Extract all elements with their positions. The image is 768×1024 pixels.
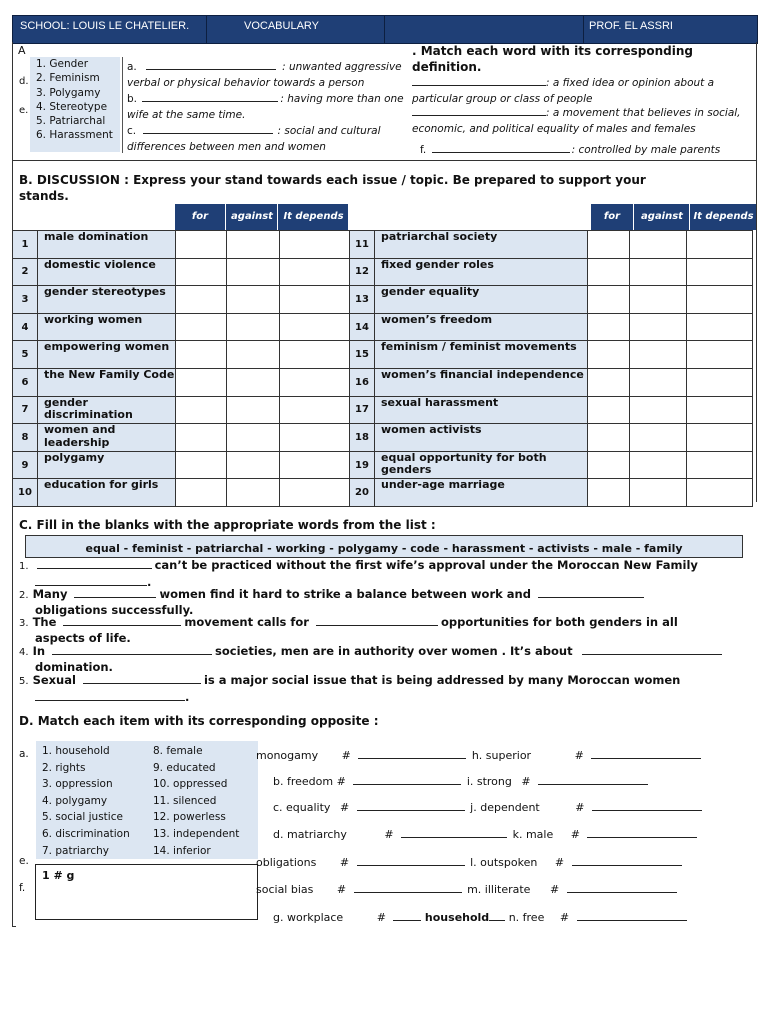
header-against: against bbox=[225, 204, 278, 230]
for-checkbox[interactable] bbox=[588, 451, 630, 479]
table-row bbox=[13, 451, 350, 479]
it-depends-checkbox[interactable] bbox=[280, 231, 350, 259]
word-item: 3. Polygamy bbox=[36, 86, 101, 99]
header-against: against bbox=[633, 204, 690, 230]
list-item: 6. discrimination bbox=[42, 827, 130, 840]
row-topic: women activists bbox=[375, 424, 588, 452]
row-topic: sexual harassment bbox=[375, 396, 588, 424]
row-number: 2 bbox=[13, 258, 38, 286]
table-row bbox=[13, 396, 350, 424]
opposite-row-e: obligations # l. outspoken # bbox=[256, 854, 682, 869]
blank-c1b[interactable] bbox=[35, 574, 147, 586]
list-item: 12. powerless bbox=[153, 811, 226, 824]
row-topic: gender equality bbox=[375, 286, 588, 314]
header-subject: VOCABULARY bbox=[199, 16, 385, 43]
against-checkbox[interactable] bbox=[630, 368, 687, 396]
blank-c[interactable] bbox=[143, 122, 273, 134]
it-depends-checkbox[interactable] bbox=[687, 313, 753, 341]
row-topic: domestic violence bbox=[38, 258, 176, 286]
for-checkbox[interactable] bbox=[176, 396, 227, 424]
answer-example: 1 # g bbox=[42, 869, 75, 882]
it-depends-checkbox[interactable] bbox=[687, 231, 753, 259]
g-answer: household bbox=[424, 911, 490, 924]
list-item: 13. independent bbox=[153, 827, 240, 840]
table-row bbox=[13, 231, 350, 259]
list-item: 5. social justice bbox=[42, 811, 123, 824]
row-number: 19 bbox=[350, 451, 375, 479]
table-row bbox=[350, 424, 753, 452]
word-list-c: equal - feminist - patriarchal - working - polygamy - code - harassment - activists - male - family bbox=[25, 535, 743, 558]
for-checkbox[interactable] bbox=[588, 313, 630, 341]
word-item: 5. Patriarchal bbox=[36, 115, 106, 128]
discussion-table-right bbox=[349, 230, 753, 507]
against-checkbox[interactable] bbox=[227, 286, 280, 314]
blank-d-m[interactable] bbox=[567, 881, 677, 893]
against-checkbox[interactable] bbox=[227, 341, 280, 369]
definition-c: c. : social and cultural differences between men and women bbox=[127, 122, 412, 155]
blank-c1a[interactable] bbox=[37, 557, 152, 569]
table-row bbox=[13, 424, 350, 452]
section-a-e-letter: e. bbox=[19, 105, 29, 116]
table-row bbox=[350, 231, 753, 259]
row-topic: empowering women bbox=[38, 341, 176, 369]
blank-c4a[interactable] bbox=[52, 643, 212, 655]
row-number: 8 bbox=[13, 424, 38, 452]
blank-c4b[interactable] bbox=[582, 643, 722, 655]
row-number: 5 bbox=[13, 341, 38, 369]
row-number: 20 bbox=[350, 479, 375, 507]
opposite-row-c: c. equality # j. dependent # bbox=[273, 799, 702, 814]
it-depends-checkbox[interactable] bbox=[687, 286, 753, 314]
blank-d-b[interactable] bbox=[353, 773, 461, 785]
section-a-title: . Match each word with its corresponding definition. bbox=[412, 44, 693, 74]
blank-d-h[interactable] bbox=[591, 747, 701, 759]
sentence-2: 2. Many women find it hard to strike a balance between work and obligations successfully. bbox=[19, 586, 754, 617]
table-row bbox=[350, 341, 753, 369]
list-item: 8. female bbox=[153, 745, 203, 757]
against-checkbox[interactable] bbox=[630, 341, 687, 369]
for-checkbox[interactable] bbox=[176, 313, 227, 341]
section-d-title: D. Match each item with its corresponding opposite : bbox=[19, 714, 379, 728]
frame-divider-a bbox=[12, 160, 757, 161]
against-checkbox[interactable] bbox=[630, 396, 687, 424]
against-checkbox[interactable] bbox=[630, 286, 687, 314]
header-it-depends: It depends bbox=[277, 204, 349, 230]
row-topic: working women bbox=[38, 313, 176, 341]
section-b-title: B. DISCUSSION : Express your stand towards each issue / topic. Be prepared to support your stands. bbox=[19, 173, 646, 203]
section-d-f-letter: f. bbox=[19, 882, 26, 894]
definition-a: a. : unwanted aggressive verbal or physical behavior towards a person bbox=[127, 58, 412, 91]
row-topic: women’s financial independence bbox=[375, 368, 588, 396]
definition-e: : a movement that believes in social, economic, and political equality of males and females bbox=[412, 104, 752, 137]
row-topic: women’s freedom bbox=[375, 313, 588, 341]
it-depends-checkbox[interactable] bbox=[280, 258, 350, 286]
row-topic: fixed gender roles bbox=[375, 258, 588, 286]
definition-f: f. : controlled by male parents bbox=[420, 141, 750, 158]
row-number: 1 bbox=[13, 231, 38, 259]
blank-d[interactable] bbox=[412, 74, 546, 86]
it-depends-checkbox[interactable] bbox=[280, 479, 350, 507]
list-item: 14. inferior bbox=[153, 844, 211, 857]
for-checkbox[interactable] bbox=[588, 479, 630, 507]
for-checkbox[interactable] bbox=[176, 341, 227, 369]
opposite-row-g: g. workplace # household n. free # bbox=[273, 909, 687, 924]
word-list-d-col2 bbox=[153, 743, 239, 859]
blank-c5a[interactable] bbox=[83, 672, 201, 684]
against-checkbox[interactable] bbox=[227, 451, 280, 479]
blank-e[interactable] bbox=[412, 104, 546, 116]
row-number: 12 bbox=[350, 258, 375, 286]
it-depends-checkbox[interactable] bbox=[687, 479, 753, 507]
blank-d-c[interactable] bbox=[357, 799, 465, 811]
row-topic: the New Family Code bbox=[38, 368, 176, 396]
blank-d-g-post[interactable] bbox=[489, 909, 505, 921]
row-number: 9 bbox=[13, 451, 38, 479]
sentence-1: 1. can’t be practiced without the first wife’s approval under the Moroccan New Family . bbox=[19, 558, 698, 589]
list-item: 3. oppression bbox=[42, 778, 113, 791]
list-item: 2. rights bbox=[42, 761, 86, 774]
against-checkbox[interactable] bbox=[227, 313, 280, 341]
header-it-depends: It depends bbox=[689, 204, 757, 230]
for-checkbox[interactable] bbox=[588, 231, 630, 259]
list-item: 4. polygamy bbox=[42, 794, 108, 807]
row-topic: equal opportunity for both genders bbox=[375, 451, 588, 479]
opposite-row-a: monogamy # h. superior # bbox=[256, 747, 701, 762]
row-number: 3 bbox=[13, 286, 38, 314]
list-item: 11. silenced bbox=[153, 794, 217, 807]
answer-box[interactable] bbox=[35, 864, 258, 920]
sentence-5: 5. Sexual is a major social issue that is being addressed by many Moroccan women . bbox=[19, 673, 681, 704]
it-depends-checkbox[interactable] bbox=[687, 396, 753, 424]
list-item: 1. household bbox=[42, 745, 110, 757]
blank-b[interactable] bbox=[142, 90, 278, 102]
for-checkbox[interactable] bbox=[588, 341, 630, 369]
table-row bbox=[350, 451, 753, 479]
table-row bbox=[350, 479, 753, 507]
it-depends-checkbox[interactable] bbox=[280, 424, 350, 452]
sentence-3: 3. The movement calls for opportunities for both genders in all aspects of life. bbox=[19, 615, 678, 645]
for-checkbox[interactable] bbox=[588, 368, 630, 396]
against-checkbox[interactable] bbox=[630, 424, 687, 452]
section-c-title: C. Fill in the blanks with the appropriate words from the list : bbox=[19, 518, 436, 532]
for-checkbox[interactable] bbox=[176, 286, 227, 314]
table-row bbox=[13, 479, 350, 507]
header-for: for bbox=[603, 211, 621, 222]
for-checkbox[interactable] bbox=[588, 396, 630, 424]
against-checkbox[interactable] bbox=[227, 258, 280, 286]
blank-d-g-pre[interactable] bbox=[393, 909, 421, 921]
blank-a[interactable] bbox=[146, 58, 276, 70]
row-number: 6 bbox=[13, 368, 38, 396]
header-for: for bbox=[191, 211, 209, 222]
table-row bbox=[13, 258, 350, 286]
table-row bbox=[350, 313, 753, 341]
row-number: 4 bbox=[13, 313, 38, 341]
list-item: 10. oppressed bbox=[153, 778, 228, 791]
blank-c5b[interactable] bbox=[35, 689, 185, 701]
definition-d: : a fixed idea or opinion about a particular group or class of people bbox=[412, 74, 752, 107]
header-blank-cell bbox=[385, 16, 584, 43]
it-depends-checkbox[interactable] bbox=[687, 341, 753, 369]
row-number: 13 bbox=[350, 286, 375, 314]
word-list-d-col1 bbox=[42, 743, 130, 859]
table-row bbox=[350, 396, 753, 424]
row-number: 16 bbox=[350, 368, 375, 396]
row-topic: feminism / feminist movements bbox=[375, 341, 588, 369]
it-depends-checkbox[interactable] bbox=[687, 424, 753, 452]
row-topic: gender discrimination bbox=[38, 396, 176, 424]
blank-c3a[interactable] bbox=[63, 614, 181, 626]
opposite-row-f: social bias # m. illiterate # bbox=[256, 881, 677, 896]
word-list-d bbox=[36, 741, 258, 859]
blank-d-k[interactable] bbox=[587, 826, 697, 838]
for-checkbox[interactable] bbox=[588, 424, 630, 452]
row-topic: women and leadership bbox=[38, 424, 176, 452]
word-item: 2. Feminism bbox=[36, 72, 100, 85]
section-a-letter: A bbox=[18, 44, 26, 57]
header-teacher: PROF. EL ASSRI bbox=[589, 20, 673, 32]
against-checkbox[interactable] bbox=[227, 424, 280, 452]
it-depends-checkbox[interactable] bbox=[687, 451, 753, 479]
word-item: 1. Gender bbox=[36, 58, 89, 70]
blank-d-j[interactable] bbox=[592, 799, 702, 811]
word-item: 6. Harassment bbox=[36, 129, 113, 142]
it-depends-checkbox[interactable] bbox=[687, 258, 753, 286]
for-checkbox[interactable] bbox=[176, 479, 227, 507]
it-depends-checkbox[interactable] bbox=[687, 368, 753, 396]
row-topic: education for girls bbox=[38, 479, 176, 507]
it-depends-checkbox[interactable] bbox=[280, 451, 350, 479]
header-bar bbox=[12, 15, 758, 44]
it-depends-checkbox[interactable] bbox=[280, 368, 350, 396]
row-number: 18 bbox=[350, 424, 375, 452]
row-number: 7 bbox=[13, 396, 38, 424]
row-number: 15 bbox=[350, 341, 375, 369]
for-checkbox[interactable] bbox=[176, 451, 227, 479]
table-row bbox=[350, 368, 753, 396]
frame-bottom bbox=[12, 926, 16, 927]
blank-c3b[interactable] bbox=[316, 614, 438, 626]
against-checkbox[interactable] bbox=[630, 313, 687, 341]
section-d-a-letter: a. bbox=[19, 748, 29, 760]
for-checkbox[interactable] bbox=[176, 424, 227, 452]
table-row bbox=[350, 286, 753, 314]
blank-d-d[interactable] bbox=[401, 826, 507, 838]
against-checkbox[interactable] bbox=[630, 479, 687, 507]
against-checkbox[interactable] bbox=[630, 451, 687, 479]
table-row bbox=[350, 258, 753, 286]
table-row bbox=[13, 341, 350, 369]
it-depends-checkbox[interactable] bbox=[280, 286, 350, 314]
row-topic: polygamy bbox=[38, 451, 176, 479]
for-checkbox[interactable] bbox=[588, 286, 630, 314]
row-number: 14 bbox=[350, 313, 375, 341]
header-school: SCHOOL: LOUIS LE CHATELIER. bbox=[13, 16, 207, 43]
table-row bbox=[13, 313, 350, 341]
row-topic: male domination bbox=[38, 231, 176, 259]
vote-header-left bbox=[175, 204, 348, 230]
it-depends-checkbox[interactable] bbox=[280, 313, 350, 341]
sentence-4: 4. In societies, men are in authority over women . It’s about domination. bbox=[19, 643, 754, 674]
row-topic: patriarchal society bbox=[375, 231, 588, 259]
for-checkbox[interactable] bbox=[588, 258, 630, 286]
blank-d-l[interactable] bbox=[572, 854, 682, 866]
opposite-row-d: d. matriarchy # k. male # bbox=[273, 826, 697, 841]
table-row bbox=[13, 286, 350, 314]
word-item: 4. Stereotype bbox=[36, 100, 108, 113]
for-checkbox[interactable] bbox=[176, 258, 227, 286]
against-checkbox[interactable] bbox=[630, 258, 687, 286]
list-item: 9. educated bbox=[153, 761, 216, 774]
row-number: 11 bbox=[350, 231, 375, 259]
it-depends-checkbox[interactable] bbox=[280, 396, 350, 424]
word-list-a bbox=[30, 57, 120, 152]
against-checkbox[interactable] bbox=[227, 231, 280, 259]
row-number: 17 bbox=[350, 396, 375, 424]
blank-d-a[interactable] bbox=[358, 747, 466, 759]
against-checkbox[interactable] bbox=[227, 396, 280, 424]
table-row bbox=[13, 368, 350, 396]
section-d-e-letter: e. bbox=[19, 855, 29, 867]
it-depends-checkbox[interactable] bbox=[280, 341, 350, 369]
blank-d-i[interactable] bbox=[538, 773, 648, 785]
row-topic: under-age marriage bbox=[375, 479, 588, 507]
frame-right bbox=[756, 42, 757, 502]
against-checkbox[interactable] bbox=[630, 231, 687, 259]
list-item: 7. patriarchy bbox=[42, 844, 109, 857]
row-number: 10 bbox=[13, 479, 38, 507]
for-checkbox[interactable] bbox=[176, 231, 227, 259]
blank-c2b[interactable] bbox=[538, 586, 644, 598]
against-checkbox[interactable] bbox=[227, 368, 280, 396]
opposite-row-b: b. freedom # i. strong # bbox=[273, 773, 648, 788]
section-a-col-divider bbox=[122, 57, 123, 153]
blank-f[interactable] bbox=[432, 141, 570, 153]
for-checkbox[interactable] bbox=[176, 368, 227, 396]
vote-header-right bbox=[591, 204, 756, 230]
definition-b: b. : having more than one wife at the same time. bbox=[127, 90, 412, 123]
blank-d-f[interactable] bbox=[354, 881, 462, 893]
frame-left-lower bbox=[12, 502, 13, 927]
blank-c2a[interactable] bbox=[74, 586, 156, 598]
against-checkbox[interactable] bbox=[227, 479, 280, 507]
discussion-table-left bbox=[12, 230, 350, 507]
row-topic: gender stereotypes bbox=[38, 286, 176, 314]
blank-d-n[interactable] bbox=[577, 909, 687, 921]
blank-d-e[interactable] bbox=[357, 854, 465, 866]
section-a-d-letter: d. bbox=[19, 76, 29, 87]
